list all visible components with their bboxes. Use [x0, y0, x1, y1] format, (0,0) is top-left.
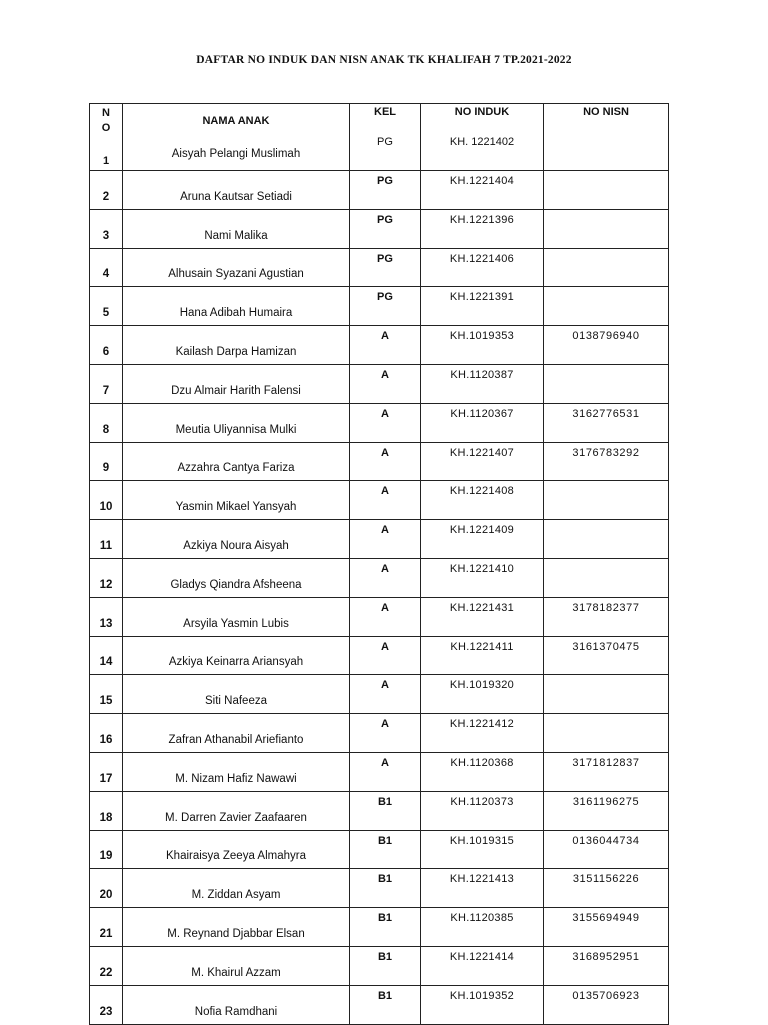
student-name: Hana Adibah Humaira	[123, 287, 350, 326]
student-name: M. Ziddan Asyam	[123, 869, 350, 908]
table-row	[90, 869, 669, 908]
nisn-value: 3171812837	[544, 752, 669, 791]
kel-value: PG	[350, 209, 421, 248]
table-row	[90, 597, 669, 636]
kel-value: A	[350, 636, 421, 675]
row-number: 10	[90, 481, 123, 520]
name-cell	[123, 104, 350, 171]
induk-cell	[421, 104, 544, 171]
table-row	[90, 830, 669, 869]
kel-value: B1	[350, 985, 421, 1024]
nisn-value	[544, 248, 669, 287]
kel-value: A	[350, 675, 421, 714]
student-name: Azzahra Cantya Fariza	[123, 442, 350, 481]
row-number: 14	[90, 636, 123, 675]
kel-value: A	[350, 481, 421, 520]
induk-value: KH.1221391	[421, 287, 544, 326]
nisn-value	[544, 675, 669, 714]
nisn-value: 0135706923	[544, 985, 669, 1024]
kel-value: PG	[350, 287, 421, 326]
kel-value: PG	[350, 248, 421, 287]
student-name: Gladys Qiandra Afsheena	[123, 558, 350, 597]
induk-value: KH.1120367	[421, 403, 544, 442]
header-name: NAMA ANAK	[202, 115, 270, 127]
row-number: 2	[90, 171, 123, 210]
kel-value: A	[350, 558, 421, 597]
induk-value: KH.1221408	[421, 481, 544, 520]
student-name: M. Darren Zavier Zaafaaren	[123, 791, 350, 830]
nisn-value	[544, 481, 669, 520]
table-row	[90, 636, 669, 675]
document-title: DAFTAR NO INDUK DAN NISN ANAK TK KHALIFAH 7 TP.2021-2022	[196, 54, 572, 66]
row-number: 23	[90, 985, 123, 1024]
kel-value: A	[350, 752, 421, 791]
kel-value: A	[350, 520, 421, 559]
table-row	[90, 558, 669, 597]
student-name: M. Nizam Hafiz Nawawi	[123, 752, 350, 791]
student-name: Nami Malika	[123, 209, 350, 248]
induk-value: KH.1019320	[421, 675, 544, 714]
kel-value: B1	[350, 908, 421, 947]
nisn-value	[544, 287, 669, 326]
row-number: 22	[90, 946, 123, 985]
table-row	[90, 248, 669, 287]
student-name: M. Khairul Azzam	[123, 946, 350, 985]
row-number: 3	[90, 209, 123, 248]
table-row	[90, 675, 669, 714]
induk-value: KH.1221413	[421, 869, 544, 908]
no-cell	[90, 104, 123, 171]
induk-value: KH.1120387	[421, 364, 544, 403]
kel-value: A	[350, 597, 421, 636]
induk-value: KH.1221396	[421, 209, 544, 248]
row-number: 16	[90, 714, 123, 753]
row-number: 4	[90, 248, 123, 287]
row-number: 8	[90, 403, 123, 442]
header-row	[90, 104, 669, 171]
table-row	[90, 287, 669, 326]
table-row	[90, 403, 669, 442]
kel-value: A	[350, 403, 421, 442]
row-number: 20	[90, 869, 123, 908]
induk-value: KH.1221414	[421, 946, 544, 985]
nisn-value	[544, 209, 669, 248]
kel-value: A	[350, 326, 421, 365]
row-number: 5	[90, 287, 123, 326]
student-name: Dzu Almair Harith Falensi	[123, 364, 350, 403]
student-name: Nofia Ramdhani	[123, 985, 350, 1024]
induk-value: KH.1221411	[421, 636, 544, 675]
table-row	[90, 791, 669, 830]
induk-value: KH.1221407	[421, 442, 544, 481]
induk-value: KH. 1221402	[449, 136, 515, 148]
header-nisn: NO NISN	[583, 106, 629, 118]
kel-value: B1	[350, 791, 421, 830]
kel-value: PG	[350, 171, 421, 210]
table-row	[90, 908, 669, 947]
header-induk: NO INDUK	[454, 106, 510, 118]
nisn-value: 0138796940	[544, 326, 669, 365]
induk-value: KH.1221410	[421, 558, 544, 597]
kel-value: A	[350, 442, 421, 481]
induk-value: KH.1120368	[421, 752, 544, 791]
student-name: Alhusain Syazani Agustian	[123, 248, 350, 287]
kel-value: PG	[377, 136, 393, 148]
table-row	[90, 946, 669, 985]
nisn-value: 3176783292	[544, 442, 669, 481]
row-number: 13	[90, 597, 123, 636]
header-no-top: N	[102, 107, 110, 119]
row-number: 21	[90, 908, 123, 947]
induk-value: KH.1221404	[421, 171, 544, 210]
kel-value: A	[350, 364, 421, 403]
table-row	[90, 481, 669, 520]
nisn-value: 3161196275	[544, 791, 669, 830]
row-number: 6	[90, 326, 123, 365]
student-name: Yasmin Mikael Yansyah	[123, 481, 350, 520]
table-row	[90, 209, 669, 248]
student-name: Aisyah Pelangi Muslimah	[171, 148, 301, 160]
row-number: 12	[90, 558, 123, 597]
induk-value: KH.1120373	[421, 791, 544, 830]
kel-value: B1	[350, 946, 421, 985]
nisn-value: 3155694949	[544, 908, 669, 947]
induk-value: KH.1221431	[421, 597, 544, 636]
table-row	[90, 520, 669, 559]
student-name: Zafran Athanabil Ariefianto	[123, 714, 350, 753]
row-number: 1	[102, 155, 110, 167]
kel-cell	[350, 104, 421, 171]
table-row	[90, 985, 669, 1024]
induk-value: KH.1019315	[421, 830, 544, 869]
induk-value: KH.1221409	[421, 520, 544, 559]
induk-value: KH.1019352	[421, 985, 544, 1024]
student-name: Azkiya Noura Aisyah	[123, 520, 350, 559]
table-row	[90, 171, 669, 210]
student-table	[89, 103, 669, 1025]
header-kel: KEL	[374, 106, 396, 118]
row-number: 19	[90, 830, 123, 869]
nisn-value: 3168952951	[544, 946, 669, 985]
induk-value: KH.1221412	[421, 714, 544, 753]
kel-value: B1	[350, 869, 421, 908]
row-number: 9	[90, 442, 123, 481]
student-name: Kailash Darpa Hamizan	[123, 326, 350, 365]
row-number: 11	[90, 520, 123, 559]
student-name: Siti Nafeeza	[123, 675, 350, 714]
table-row	[90, 364, 669, 403]
nisn-cell	[544, 104, 669, 171]
nisn-value	[544, 714, 669, 753]
table-row	[90, 442, 669, 481]
nisn-value: 3151156226	[544, 869, 669, 908]
student-name: Aruna Kautsar Setiadi	[123, 171, 350, 210]
student-name: Azkiya Keinarra Ariansyah	[123, 636, 350, 675]
student-name: Khairaisya Zeeya Almahyra	[123, 830, 350, 869]
table-row	[90, 752, 669, 791]
row-number: 15	[90, 675, 123, 714]
nisn-value	[544, 558, 669, 597]
nisn-value: 3178182377	[544, 597, 669, 636]
table-row	[90, 326, 669, 365]
kel-value: A	[350, 714, 421, 753]
row-number: 18	[90, 791, 123, 830]
nisn-value	[544, 171, 669, 210]
header-no-bottom: O	[101, 122, 111, 134]
induk-value: KH.1221406	[421, 248, 544, 287]
nisn-value	[544, 520, 669, 559]
nisn-value: 3162776531	[544, 403, 669, 442]
student-name: Arsyila Yasmin Lubis	[123, 597, 350, 636]
row-number: 17	[90, 752, 123, 791]
kel-value: B1	[350, 830, 421, 869]
student-name: Meutia Uliyannisa Mulki	[123, 403, 350, 442]
nisn-value	[544, 364, 669, 403]
row-number: 7	[90, 364, 123, 403]
nisn-value: 0136044734	[544, 830, 669, 869]
induk-value: KH.1120385	[421, 908, 544, 947]
student-name: M. Reynand Djabbar Elsan	[123, 908, 350, 947]
table-row	[90, 714, 669, 753]
induk-value: KH.1019353	[421, 326, 544, 365]
nisn-value: 3161370475	[544, 636, 669, 675]
